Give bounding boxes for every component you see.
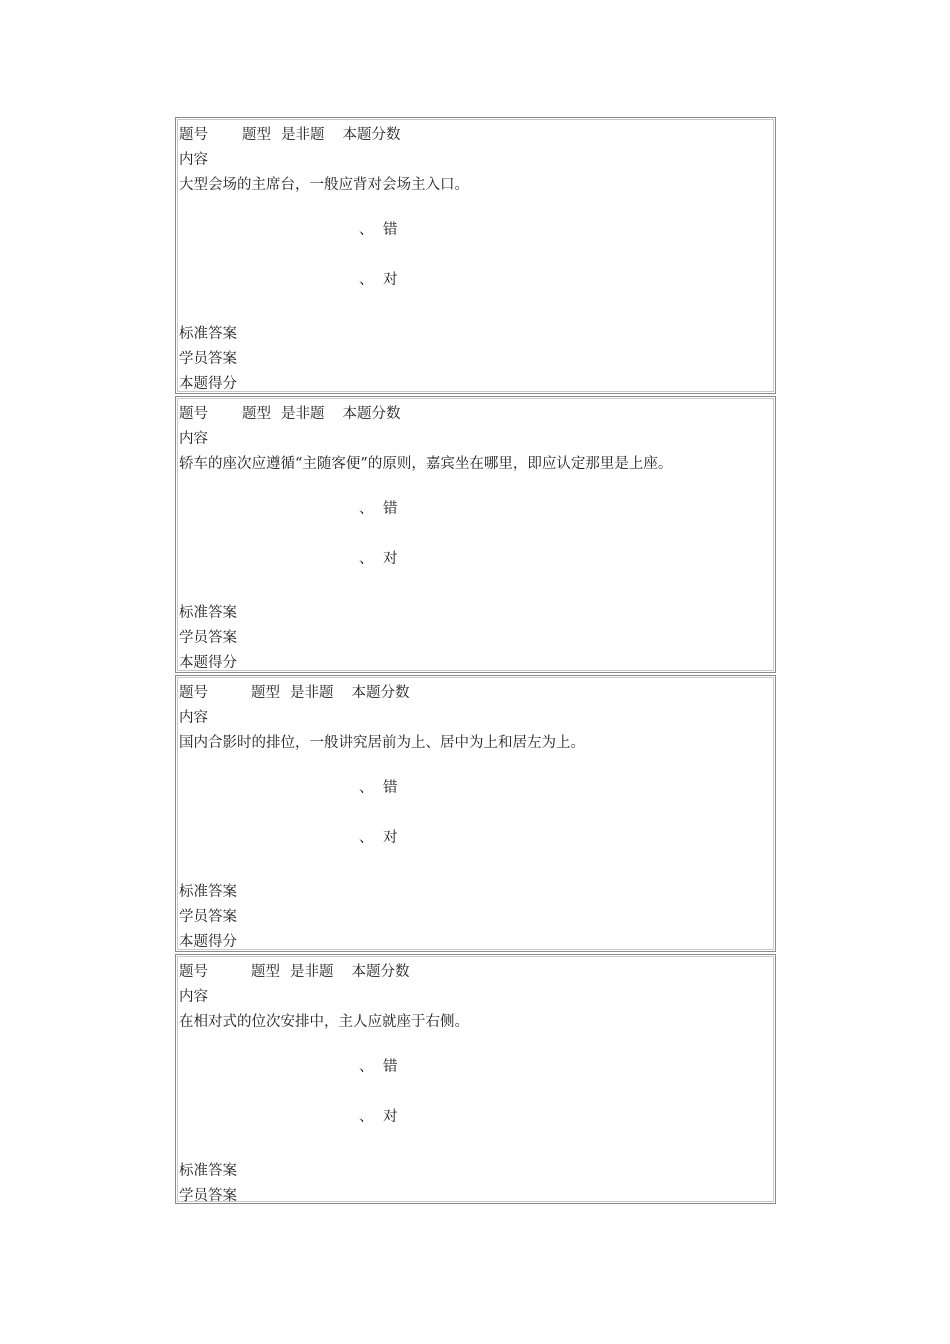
question-block-1: [175, 117, 776, 394]
option-label: 错: [383, 780, 398, 796]
option-mark: 、: [359, 1109, 374, 1125]
option-right[interactable]: [359, 1108, 398, 1126]
option-mark: 、: [359, 222, 374, 238]
option-wrong[interactable]: [359, 779, 398, 797]
question-content: 轿车的座次应遵循“主随客便”的原则，嘉宾坐在哪里，即应认定那里是上座。: [179, 456, 673, 472]
question-number-label: 题号: [179, 406, 208, 422]
question-score-label: 本题分数: [351, 964, 410, 980]
option-wrong[interactable]: [359, 221, 398, 239]
standard-answer-label: 标准答案: [179, 1163, 237, 1179]
student-answer-label: 学员答案: [179, 351, 237, 367]
question-content: 在相对式的位次安排中，主人应就座于右侧。: [179, 1014, 469, 1030]
question-score-result-label: 本题得分: [179, 934, 237, 950]
option-mark: 、: [359, 1059, 374, 1075]
option-mark: 、: [359, 551, 374, 567]
question-type-label: 题型: [242, 406, 271, 422]
content-label: 内容: [179, 431, 208, 447]
option-wrong[interactable]: [359, 500, 398, 518]
question-type-label: 题型: [251, 685, 280, 701]
option-label: 对: [383, 1109, 398, 1125]
option-label: 错: [383, 501, 398, 517]
option-mark: 、: [359, 272, 374, 288]
option-mark: 、: [359, 830, 374, 846]
question-number-label: 题号: [179, 964, 208, 980]
question-number-label: 题号: [179, 127, 208, 143]
question-type-value: 是非题: [290, 964, 334, 980]
question-type-value: 是非题: [281, 127, 325, 143]
question-header: [179, 126, 401, 144]
content-label: 内容: [179, 989, 208, 1005]
question-score-label: 本题分数: [342, 406, 401, 422]
question-content: 大型会场的主席台，一般应背对会场主入口。: [179, 177, 469, 193]
question-header: [179, 963, 410, 981]
option-label: 错: [383, 222, 398, 238]
question-score-result-label: 本题得分: [179, 655, 237, 671]
question-score-label: 本题分数: [342, 127, 401, 143]
option-label: 对: [383, 830, 398, 846]
question-header: [179, 405, 401, 423]
question-type-label: 题型: [242, 127, 271, 143]
question-type-value: 是非题: [290, 685, 334, 701]
question-content: 国内合影时的排位，一般讲究居前为上、居中为上和居左为上。: [179, 735, 585, 751]
content-label: 内容: [179, 710, 208, 726]
question-header: [179, 684, 410, 702]
standard-answer-label: 标准答案: [179, 326, 237, 342]
option-mark: 、: [359, 780, 374, 796]
option-right[interactable]: [359, 829, 398, 847]
question-number-label: 题号: [179, 685, 208, 701]
question-score-result-label: 本题得分: [179, 376, 237, 392]
question-sheet: [175, 117, 776, 1206]
standard-answer-label: 标准答案: [179, 605, 237, 621]
option-label: 对: [383, 551, 398, 567]
question-block-4: [175, 954, 776, 1204]
student-answer-label: 学员答案: [179, 909, 237, 925]
option-right[interactable]: [359, 271, 398, 289]
question-score-label: 本题分数: [351, 685, 410, 701]
content-label: 内容: [179, 152, 208, 168]
question-type-label: 题型: [251, 964, 280, 980]
question-block-3: [175, 675, 776, 952]
student-answer-label: 学员答案: [179, 1188, 237, 1204]
option-label: 错: [383, 1059, 398, 1075]
standard-answer-label: 标准答案: [179, 884, 237, 900]
option-right[interactable]: [359, 550, 398, 568]
student-answer-label: 学员答案: [179, 630, 237, 646]
question-type-value: 是非题: [281, 406, 325, 422]
option-mark: 、: [359, 501, 374, 517]
question-block-2: [175, 396, 776, 673]
option-label: 对: [383, 272, 398, 288]
option-wrong[interactable]: [359, 1058, 398, 1076]
